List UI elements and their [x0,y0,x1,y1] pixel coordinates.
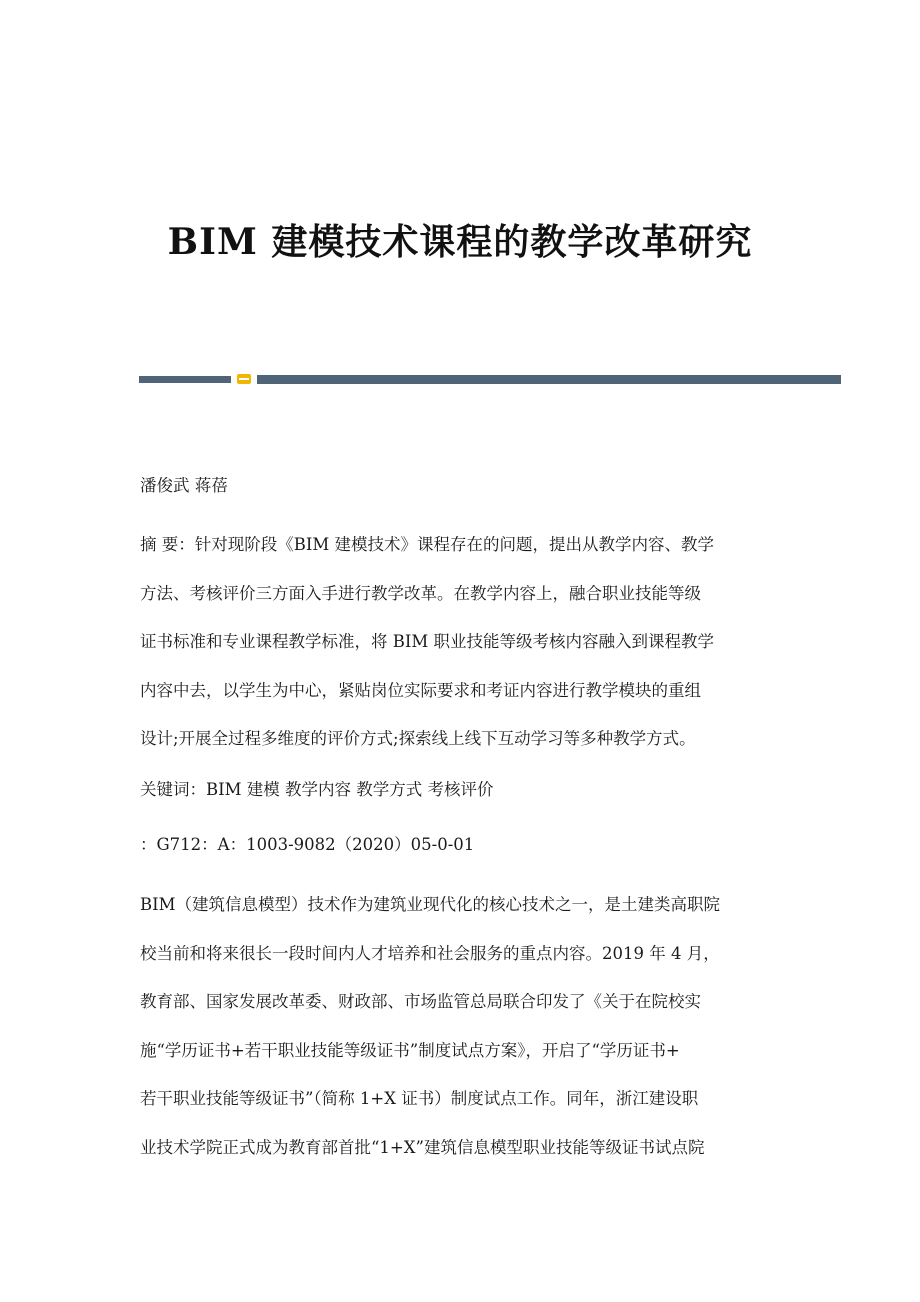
body-line: 施“学历证书+若干职业技能等级证书”制度试点方案》，开启了“学历证书+ [140,1040,680,1060]
divider-bar-left [139,376,231,383]
keywords-items: BIM 建模 教学内容 教学方式 考核评价 [206,780,494,799]
abstract [140,521,780,764]
body-line: 校当前和将来很长一段时间内人才培养和社会服务的重点内容。2019 年 4 月， [140,943,720,963]
document-title: BIM 建模技术课程的教学改革研究 [167,221,753,263]
divider-mark-icon [237,374,251,384]
body-line: 若干职业技能等级证书”（简称 1+X 证书）制度试点工作。同年，浙江建设职 [140,1089,699,1108]
classification-codes: ：G712：A：1003-9082（2020）05-0-01 [140,835,475,854]
abstract-line: 设计;开展全过程多维度的评价方式;探索线上线下互动学习等多种教学方式。 [140,729,696,748]
abstract-line: 方法、考核评价三方面入手进行教学改革。在教学内容上，融合职业技能等级 [140,583,701,603]
divider-bar-right [257,375,841,384]
body-paragraph [140,881,780,1172]
abstract-line: 证书标准和专业课程教学标准，将 BIM 职业技能等级考核内容融入到课程教学 [140,632,715,651]
abstract-label: 摘 要： [140,535,195,554]
body-line: 教育部、国家发展改革委、财政部、市场监管总局联合印发了《关于在院校实 [140,992,701,1011]
abstract-line [140,521,780,570]
body-line: BIM（建筑信息模型）技术作为建筑业现代化的核心技术之一，是土建类高职院 [140,895,721,914]
keywords-label: 关键词： [140,780,206,799]
body-line: 业技术学院正式成为教育部首批“1+X”建筑信息模型职业技能等级证书试点院 [140,1137,705,1157]
title-divider [139,372,841,386]
keywords [140,772,780,808]
abstract-text: 针对现阶段《BIM 建模技术》课程存在的问题，提出从教学内容、教学 [194,535,715,554]
authors: 潘俊武 蒋蓓 [140,476,228,495]
abstract-line: 内容中去，以学生为中心，紧贴岗位实际要求和考证内容进行教学模块的重组 [140,680,701,700]
